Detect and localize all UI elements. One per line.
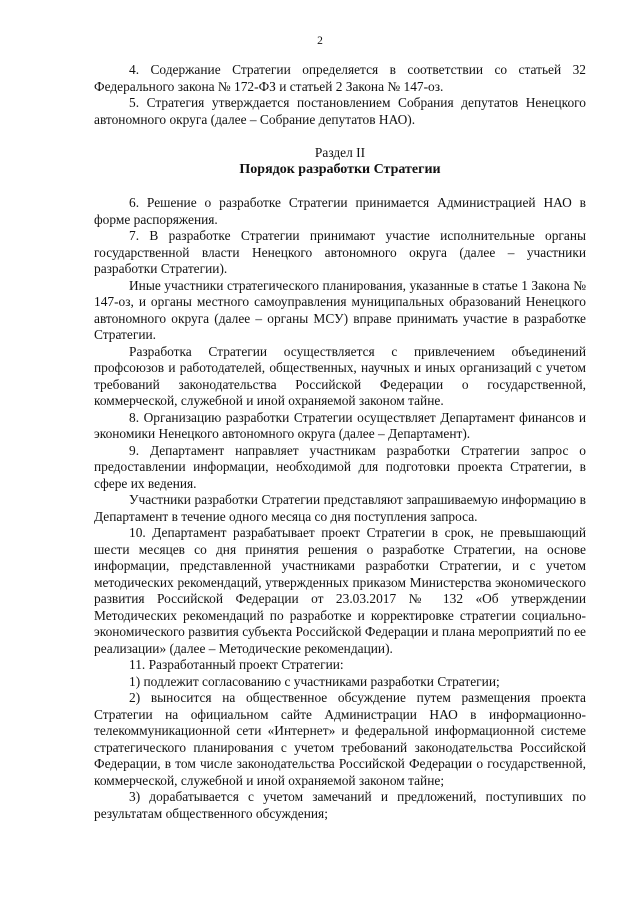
spacer	[94, 128, 586, 145]
spacer	[94, 178, 586, 195]
section-label: Раздел II	[314, 145, 366, 160]
paragraph-11-item-2: 2) выносится на общественное обсуждение путем размещения проекта Стратегии на официальном сайте Администрации НАО в информационно-телекоммуникационной сети «Интернет» и федеральной информационной системе стратегического планирования с учетом требований законодательства Российской Федерации, в том числе законодательства Российской Федерации о государственной, коммерческой, служебной и иной охраняемой законом тайне;	[94, 690, 586, 788]
paragraph-11-item-3: 3) дорабатывается с учетом замечаний и предложений, поступивших по результатам общественного обсуждения;	[94, 789, 586, 821]
section-title: Порядок разработки Стратегии	[239, 161, 441, 177]
document-body	[94, 62, 586, 822]
paragraph-6: 6. Решение о разработке Стратегии принимается Администрацией НАО в форме распоряжения.	[94, 195, 586, 227]
paragraph-7: 7. В разработке Стратегии принимают участие исполнительные органы государственной власти Ненецкого автономного округа (далее – участники разработки Стратегии).	[94, 228, 586, 276]
paragraph-7-organizations: Разработка Стратегии осуществляется с привлечением объединений профсоюзов и работодателей, общественных, научных и иных организаций с учетом требований законодательства Российской Федерации о государственной, коммерческой, служебной и иной охраняемой законом тайне.	[94, 343, 586, 408]
paragraph-4: 4. Содержание Стратегии определяется в соответствии со статьей 32 Федерального закона № 172-ФЗ и статьей 2 Закона № 147-оз.	[94, 62, 586, 94]
paragraph-5: 5. Стратегия утверждается постановлением Собрания депутатов Ненецкого автономного округа (далее – Собрание депутатов НАО).	[94, 95, 586, 127]
page-number: 2	[317, 35, 323, 47]
paragraph-8: 8. Организацию разработки Стратегии осуществляет Департамент финансов и экономики Ненецкого автономного округа (далее – Департамент).	[94, 409, 586, 441]
paragraph-9-response: Участники разработки Стратегии представляют запрашиваемую информацию в Департамент в течение одного месяца со дня поступления запроса.	[94, 492, 586, 524]
paragraph-11-item-1: 1) подлежит согласованию с участниками разработки Стратегии;	[129, 673, 500, 689]
paragraph-11: 11. Разработанный проект Стратегии:	[129, 657, 344, 672]
paragraph-9: 9. Департамент направляет участникам разработки Стратегии запрос о предоставлении информации, необходимой для подготовки проекта Стратегии, в сфере их ведения.	[94, 442, 586, 491]
paragraph-7-other-participants: Иные участники стратегического планирования, указанные в статье 1 Закона № 147-оз, и органы местного самоуправления муниципальных образований Ненецкого автономного округа (далее – органы МСУ) вправе принимать участие в разработке Стратегии.	[94, 277, 586, 342]
paragraph-10: 10. Департамент разрабатывает проект Стратегии в срок, не превышающий шести месяцев со дня принятия решения о разработке Стратегии, на основе информации, представленной участниками разработки Стратегии, и с учетом методических рекомендаций, утвержденных приказом Министерства экономического развития Российской Федерации от 23.03.2017 № 132 «Об утверждении Методических рекомендаций по разработке и корректировке стратегии социально-экономического развития субъекта Российской Федерации и плана мероприятий по ее реализации» (далее – Методические рекомендации).	[94, 525, 586, 656]
